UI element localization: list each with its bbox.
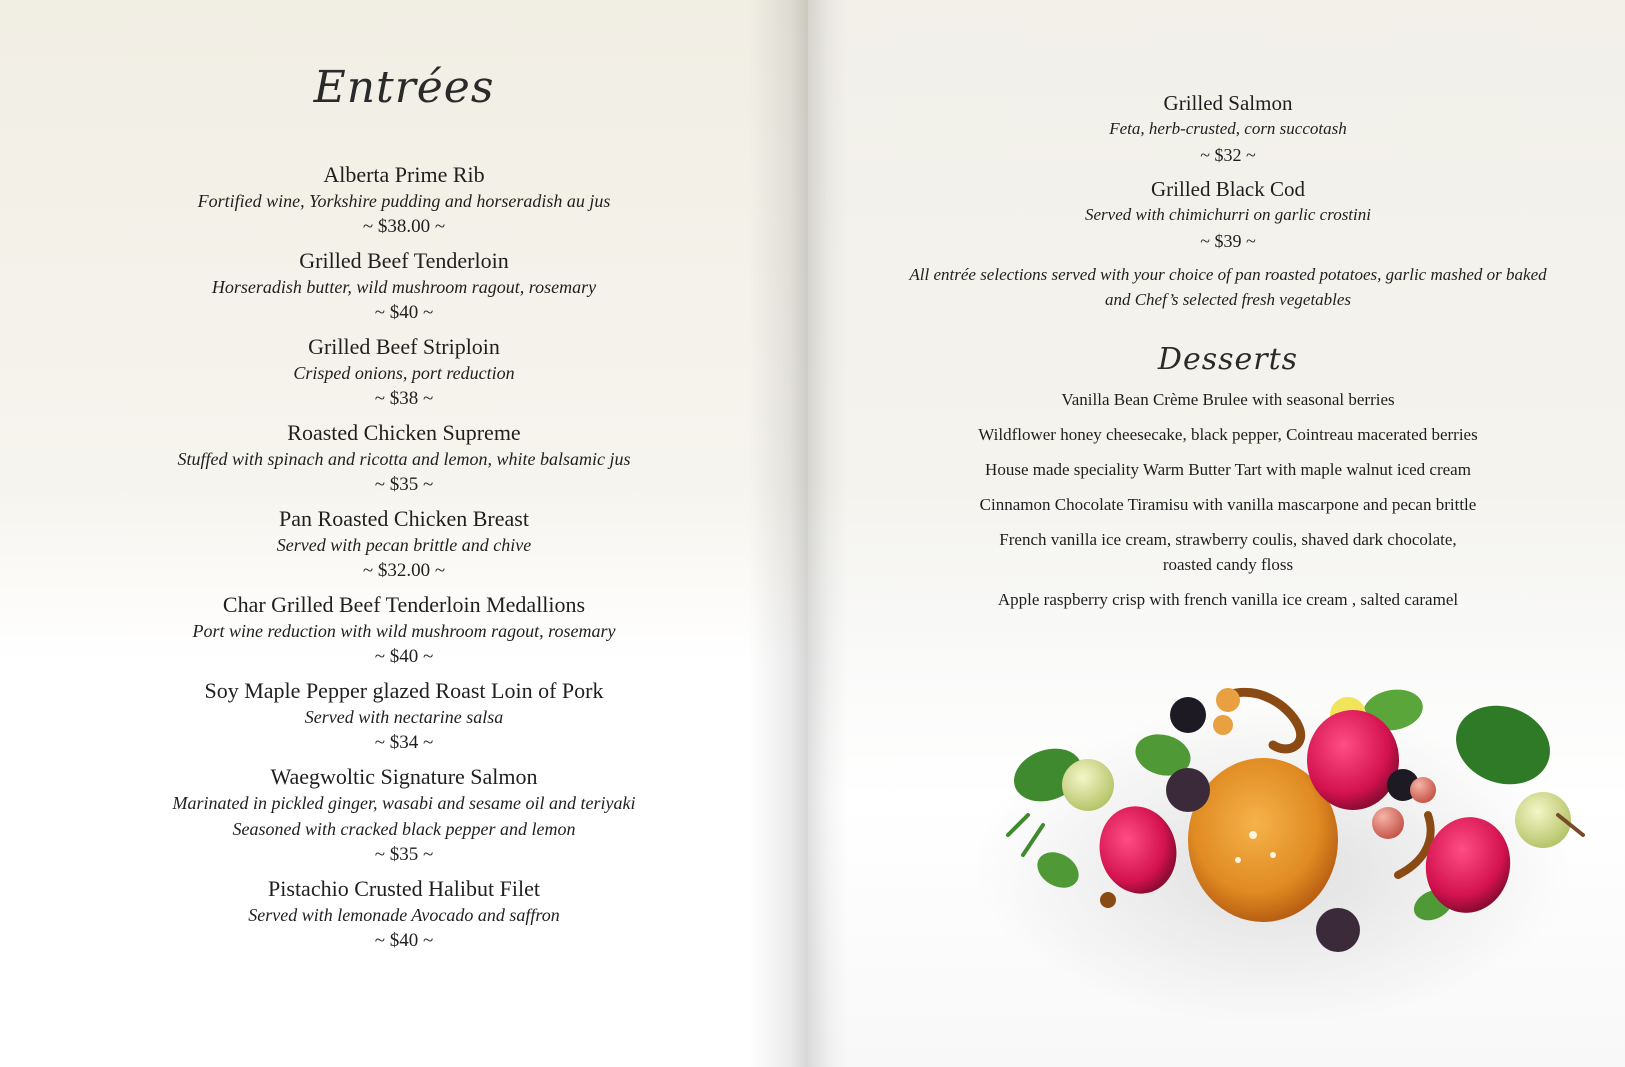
entrees-heading: Entrées: [313, 62, 495, 113]
dessert-plate-image: [928, 665, 1618, 1045]
item-description: Feta, herb-crusted, corn succotash: [1109, 119, 1347, 138]
item-price: ~ $32.00 ~: [362, 560, 446, 581]
item-name: Grilled Beef Tenderloin: [299, 248, 509, 273]
item-price: ~ $32 ~: [1200, 145, 1256, 165]
item-price: ~ $35 ~: [374, 844, 434, 865]
item-name: Alberta Prime Rib: [323, 162, 485, 187]
item-price: ~ $39 ~: [1200, 231, 1256, 251]
menu-item: [0, 876, 808, 954]
menu-item: [0, 248, 808, 326]
sides-note-line2: and Chef’s selected fresh vegetables: [1104, 290, 1352, 309]
menu-item: [0, 592, 808, 670]
item-price: ~ $40 ~: [374, 930, 434, 951]
item-description: Horseradish butter, wild mushroom ragout, rosemary: [211, 277, 597, 297]
menu-item: [0, 162, 808, 240]
sides-note-line1: All entrée selections served with your choice of pan roasted potatoes, garlic mashed or baked: [909, 265, 1547, 284]
item-description: Marinated in pickled ginger, wasabi and sesame oil and teriyaki: [172, 793, 636, 813]
item-price: ~ $38 ~: [374, 388, 434, 409]
menu-item: [0, 334, 808, 412]
item-name: Pistachio Crusted Halibut Filet: [268, 876, 540, 901]
dessert-item: Wildflower honey cheesecake, black pepper, Cointreau macerated berries: [978, 425, 1478, 444]
plate-garnish: [973, 685, 1583, 1025]
right-column: [878, 90, 1578, 622]
menu-item: [878, 90, 1578, 168]
item-description-secondary: Seasoned with cracked black pepper and lemon: [232, 819, 576, 839]
item-description: Served with pecan brittle and chive: [276, 535, 532, 555]
menu-item: [0, 420, 808, 498]
dessert-item-line2: roasted candy floss: [1162, 555, 1294, 574]
item-price: ~ $40 ~: [374, 302, 434, 323]
desserts-heading: Desserts: [1157, 342, 1299, 377]
menu-item: [878, 176, 1578, 254]
item-description: Served with nectarine salsa: [304, 707, 504, 727]
desserts-list: [878, 387, 1578, 612]
menu-item: [0, 764, 808, 868]
sides-note: [878, 262, 1578, 312]
item-description: Crisped onions, port reduction: [293, 363, 515, 383]
item-description: Served with chimichurri on garlic crostini: [1085, 205, 1371, 224]
dessert-item: Apple raspberry crisp with french vanilla ice cream , salted caramel: [997, 590, 1459, 609]
dessert-item: Vanilla Bean Crème Brulee with seasonal berries: [1061, 390, 1395, 409]
item-price: ~ $35 ~: [374, 474, 434, 495]
entrees-list: [0, 162, 808, 962]
item-description: Port wine reduction with wild mushroom ragout, rosemary: [192, 621, 616, 641]
menu-item: [0, 678, 808, 756]
dessert-item: [878, 527, 1578, 577]
item-description: Fortified wine, Yorkshire pudding and horseradish au jus: [197, 191, 611, 211]
item-name: Soy Maple Pepper glazed Roast Loin of Pork: [204, 678, 604, 703]
menu-item: [0, 506, 808, 584]
item-name: Char Grilled Beef Tenderloin Medallions: [222, 592, 586, 617]
item-description: Stuffed with spinach and ricotta and lemon, white balsamic jus: [177, 449, 631, 469]
item-name: Pan Roasted Chicken Breast: [279, 506, 529, 531]
item-name: Grilled Salmon: [1163, 91, 1293, 115]
item-name: Grilled Black Cod: [1151, 177, 1305, 201]
item-description: Served with lemonade Avocado and saffron: [248, 905, 560, 925]
left-page: [0, 0, 808, 1067]
item-name: Grilled Beef Striploin: [308, 334, 500, 359]
item-price: ~ $34 ~: [374, 732, 434, 753]
item-name: Roasted Chicken Supreme: [287, 420, 521, 445]
item-name: Waegwoltic Signature Salmon: [270, 764, 538, 789]
right-page: [808, 0, 1625, 1067]
item-price: ~ $40 ~: [374, 646, 434, 667]
dessert-item-line1: French vanilla ice cream, strawberry coulis, shaved dark chocolate,: [999, 530, 1457, 549]
item-price: ~ $38.00 ~: [362, 216, 446, 237]
dessert-item: Cinnamon Chocolate Tiramisu with vanilla mascarpone and pecan brittle: [979, 495, 1477, 514]
dessert-item: House made speciality Warm Butter Tart with maple walnut iced cream: [985, 460, 1471, 479]
